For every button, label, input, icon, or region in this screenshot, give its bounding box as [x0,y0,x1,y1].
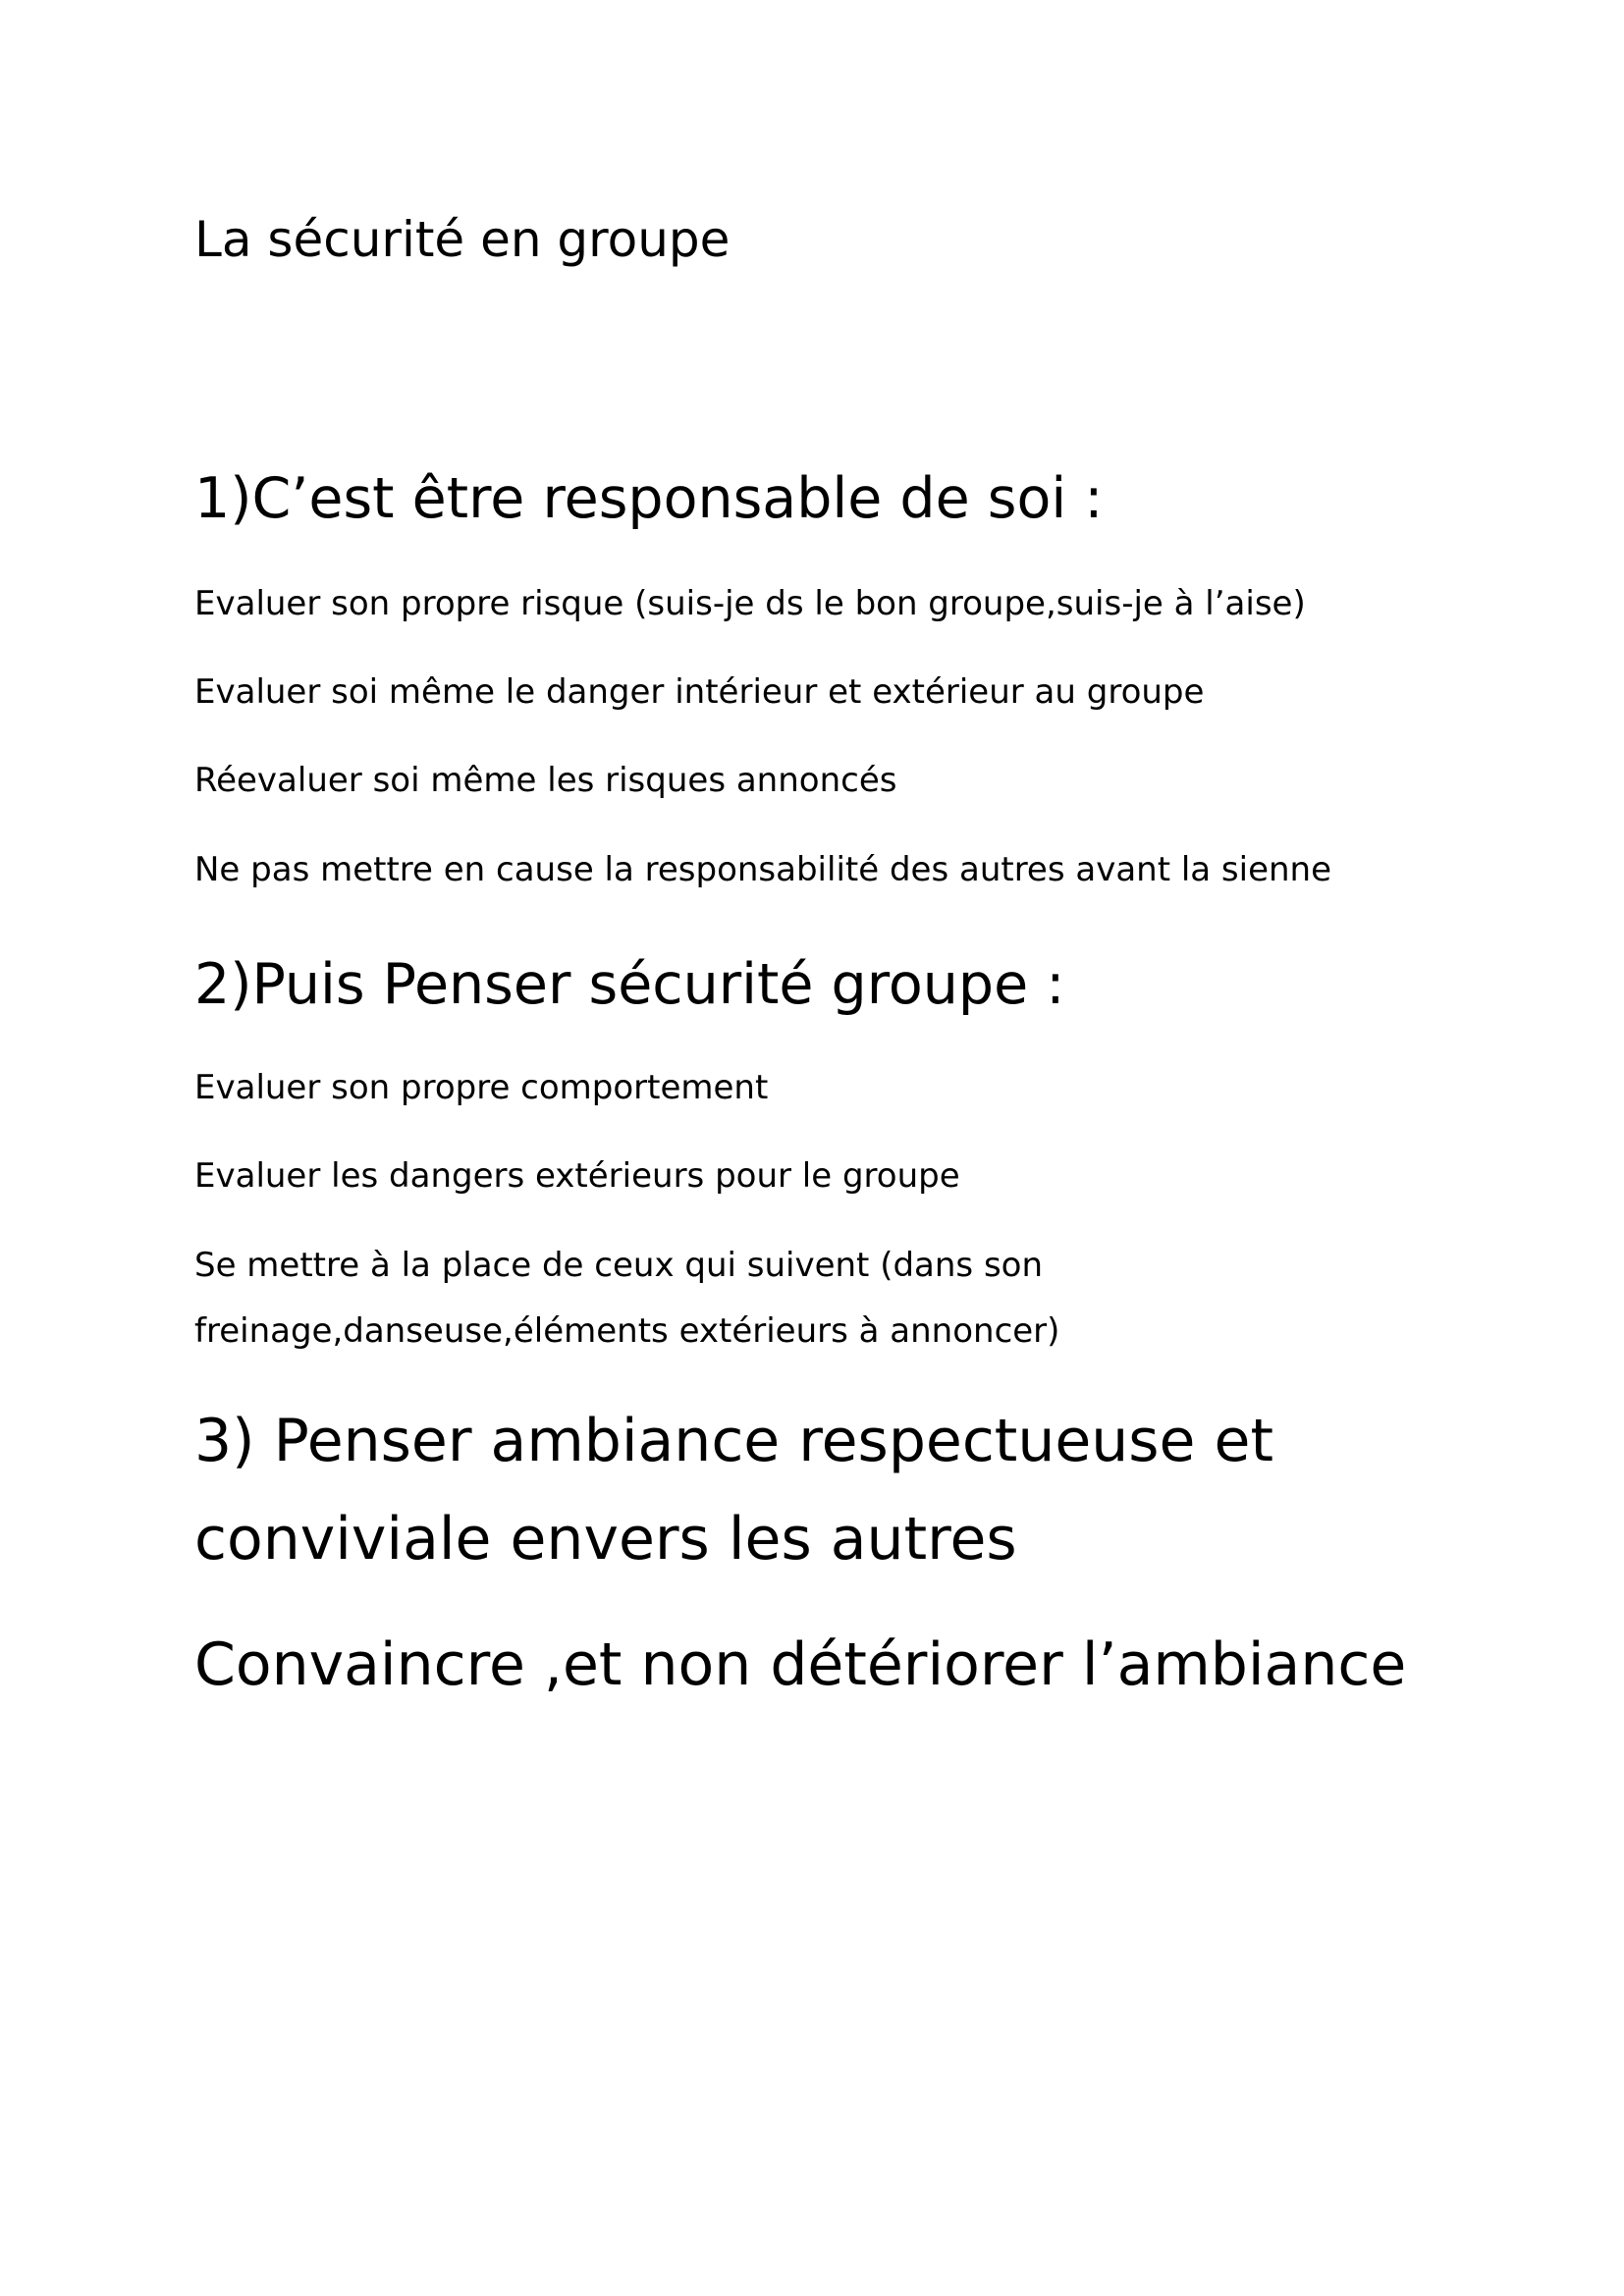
closing-statement: Convaincre ,et non détériorer l’ambiance [194,1630,1407,1699]
section-3-heading-line-2: conviviale envers les autres [194,1505,1017,1574]
section-1-item-1: Evaluer son propre risque (suis-je ds le bon groupe,suis-je à l’aise) [194,584,1306,623]
section-2-item-1: Evaluer son propre comportement [194,1068,769,1107]
section-2-heading: 2)Puis Penser sécurité groupe : [194,952,1065,1017]
section-1-item-3: Réevaluer soi même les risques annoncés [194,761,897,800]
section-1-heading: 1)C’est être responsable de soi : [194,466,1104,531]
section-3-heading-line-1: 3) Penser ambiance respectueuse et [194,1407,1273,1475]
section-2-item-3-line-2: freinage,danseuse,éléments extérieurs à annoncer) [194,1311,1060,1351]
section-1-item-4: Ne pas mettre en cause la responsabilité des autres avant la sienne [194,850,1332,889]
section-1-item-2: Evaluer soi même le danger intérieur et extérieur au groupe [194,672,1205,712]
section-2-item-2: Evaluer les dangers extérieurs pour le groupe [194,1156,960,1196]
section-2-item-3-line-1: Se mettre à la place de ceux qui suivent (dans son [194,1246,1044,1285]
document-title: La sécurité en groupe [194,211,731,268]
